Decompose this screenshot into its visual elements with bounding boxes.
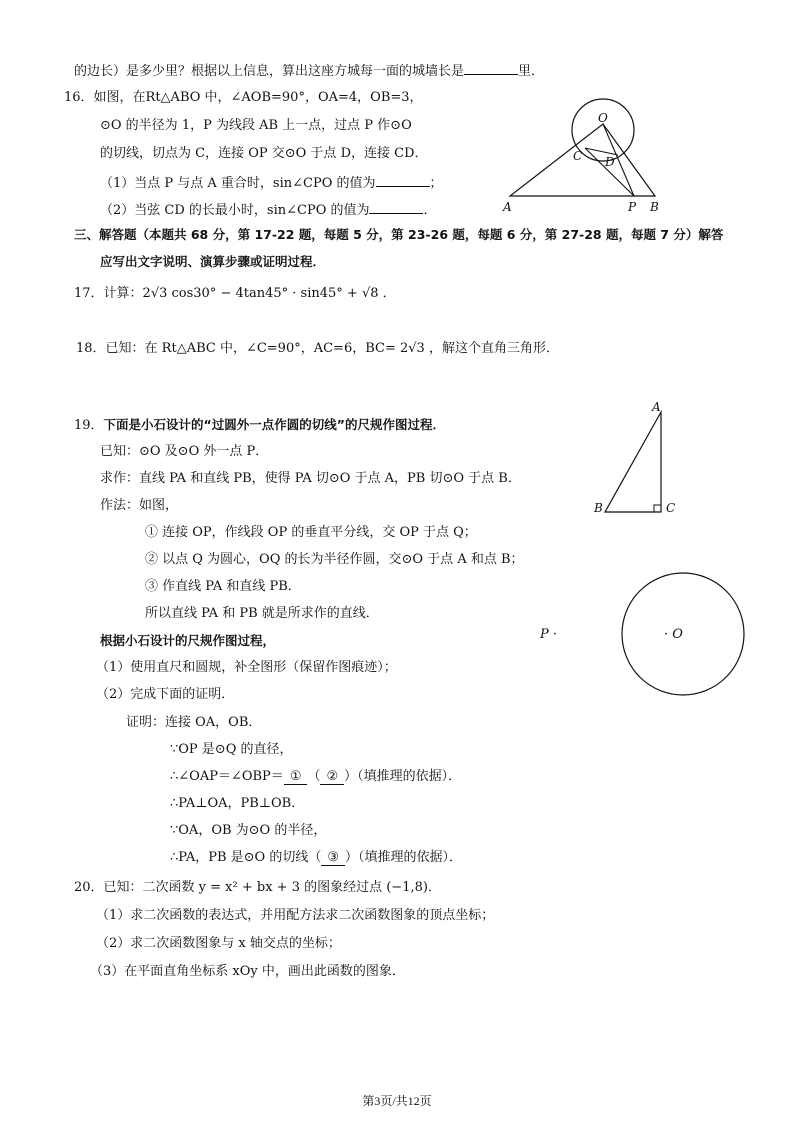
q19-proof5-b: ）（填推理的依据）．	[345, 850, 463, 865]
q19-proof1: ∵OP 是⊙Q 的直径，	[170, 742, 293, 757]
q19-proof2-c: ）（填推理的依据）．	[344, 769, 462, 784]
label-p: P	[628, 200, 637, 214]
q19-title: 下面是小石设计的“过圆外一点作圆的切线”的尺规作图过程．	[103, 417, 445, 432]
top-line-suffix: 里．	[518, 64, 545, 79]
q18-text: 已知：在 Rt△ABC 中，∠C=90°，AC=6，BC= 2√3 ，解这个直角三角形．	[105, 341, 559, 356]
q19-basis: 根据小石设计的尺规作图过程，	[100, 633, 276, 648]
q16-line2: ⊙O 的半径为 1，P 为线段 AB 上一点，过点 P 作⊙O	[100, 118, 412, 133]
q20-number: 20．	[74, 880, 104, 895]
q19-given: 已知：⊙O 及⊙O 外一点 P．	[100, 444, 269, 459]
label-c: C	[573, 149, 583, 163]
label-p19: P ·	[540, 627, 558, 642]
q19-proof3: ∴PA⊥OA，PB⊥OB．	[170, 796, 305, 811]
q18-number: 18．	[76, 341, 106, 356]
q19-blank2: ②	[320, 769, 344, 785]
q17-number: 17．	[74, 286, 104, 301]
q19-proof5-a: ∴PA，PB 是⊙O 的切线（	[170, 850, 322, 865]
label-a: A	[503, 200, 512, 214]
top-line-text: 的边长）是多少里？根据以上信息，算出这座方城每一面的城墙长是	[74, 64, 465, 79]
label-o19: · O	[664, 627, 683, 642]
q19-step4: 所以直线 PA 和 PB 就是所求作的直线．	[145, 606, 379, 621]
q16-part1: （1）当点 P 与点 A 重合时，sin∠CPO 的值为	[100, 176, 376, 191]
q19-step3: ③ 作直线 PA 和直线 PB．	[145, 579, 301, 594]
q20-line	[74, 879, 441, 897]
q19-blank1: ①	[284, 769, 308, 785]
q19-proof0: 证明：连接 OA，OB．	[126, 715, 262, 730]
label-d: D	[605, 155, 615, 169]
q19-part2: （2）完成下面的证明．	[96, 687, 235, 702]
q20-part2: （2）求二次函数图象与 x 轴交点的坐标；	[96, 936, 341, 951]
q16-part2: （2）当弦 CD 的长最小时，sin∠CPO 的值为	[100, 203, 370, 218]
q19-part1: （1）使用直尺和圆规，补全图形（保留作图痕迹）；	[96, 660, 397, 675]
q19-proof2-b: （	[307, 769, 321, 784]
q17-text: 计算：2√3 cos30° − 4tan45° · sin45° + √8 ．	[103, 286, 396, 301]
q16-line3: 的切线，切点为 C，连接 OP 交⊙O 于点 D，连接 CD．	[100, 146, 428, 161]
label-b: B	[650, 200, 659, 214]
q19-find: 求作：直线 PA 和直线 PB，使得 PA 切⊙O 于点 A，PB 切⊙O 于点 B．	[100, 471, 521, 486]
q16-number: 16．	[64, 90, 94, 105]
q19-proof4: ∵OA，OB 为⊙O 的半径，	[170, 823, 327, 838]
q20-part1: （1）求二次函数的表达式，并用配方法求二次函数图象的顶点坐标；	[96, 908, 495, 923]
q19-number: 19．	[74, 418, 104, 433]
section3-title: 三、解答题（本题共 68 分，第 17-22 题，每题 5 分，第 23-26 题，每题 6 分，第 27-28 题，每题 7 分）解答	[74, 227, 724, 242]
section3-subtitle: 应写出文字说明、演算步骤或证明过程．	[100, 254, 326, 269]
q19-proof2-a: ∴∠OAP＝∠OBP＝	[170, 769, 284, 784]
q19-step2: ② 以点 Q 为圆心，OQ 的长为半径作圆，交⊙O 于点 A 和点 B；	[145, 552, 524, 567]
q16-part1-end: ；	[429, 176, 443, 191]
page-footer: 第3页/共12页	[362, 1094, 432, 1108]
q16-text-1: 如图，在Rt△ABO 中，∠AOB=90°，OA=4，OB=3，	[93, 90, 423, 105]
circle-o19	[622, 573, 744, 695]
label-c18: C	[666, 501, 676, 515]
label-b18: B	[594, 501, 603, 515]
label-a18: A	[652, 400, 661, 414]
q20-part3: （3）在平面直角坐标系 xOy 中，画出此函数的图象．	[90, 964, 405, 979]
q19-step1: ① 连接 OP，作线段 OP 的垂直平分线，交 OP 于点 Q；	[145, 525, 477, 540]
label-o: O	[598, 111, 608, 125]
q19-method: 作法：如图，	[100, 498, 179, 513]
q19-blank3: ③	[321, 850, 345, 866]
q20-text: 已知：二次函数 y = x² + bx + 3 的图象经过点 (−1,8)．	[103, 880, 441, 895]
q16-part2-end: ．	[423, 203, 437, 218]
